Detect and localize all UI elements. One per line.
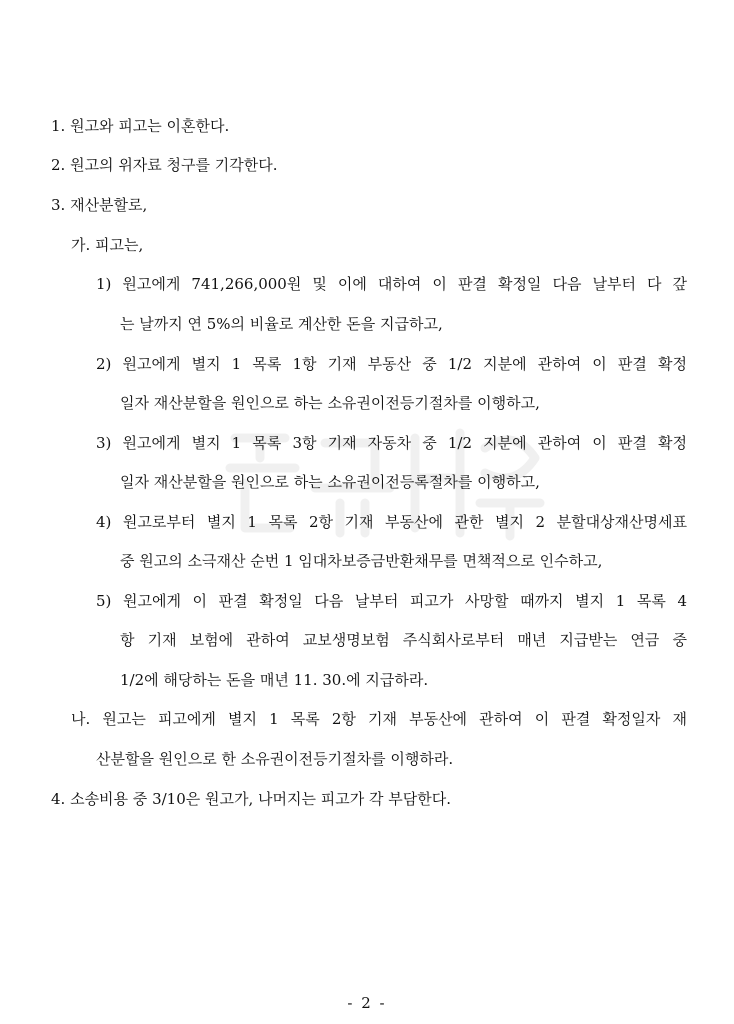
- page-number: - 2 -: [347, 994, 387, 1012]
- item-3-ga-5-line-3: 1/2에 해당하는 돈을 매년 11. 30.에 지급하라.: [120, 671, 429, 689]
- item-3-ga-5-line-2: 항 기재 보험에 관하여 교보생명보험 주식회사로부터 매년 지급받는 연금 중: [120, 631, 687, 649]
- item-3-na-line-1: 나. 원고는 피고에게 별지 1 목록 2항 기재 부동산에 관하여 이 판결 확정일자 재: [71, 710, 687, 728]
- item-2: 2. 원고의 위자료 청구를 기각한다.: [51, 156, 278, 174]
- item-1: 1. 원고와 피고는 이혼한다.: [51, 117, 230, 135]
- item-3-ga-1-line-1: 1) 원고에게 741,266,000원 및 이에 대하여 이 판결 확정일 다음 날부터 다 갚: [96, 275, 687, 293]
- item-3-ga-5-line-1: 5) 원고에게 이 판결 확정일 다음 날부터 피고가 사망할 때까지 별지 1 목록 4: [96, 592, 687, 610]
- item-3-ga-2-line-1: 2) 원고에게 별지 1 목록 1항 기재 부동산 중 1/2 지분에 관하여 이 판결 확정: [96, 355, 687, 373]
- item-3-ga-1-line-2: 는 날까지 연 5%의 비율로 계산한 돈을 지급하고,: [120, 315, 443, 333]
- item-3-ga: 가. 피고는,: [71, 236, 144, 254]
- item-3-ga-2-line-2: 일자 재산분할을 원인으로 하는 소유권이전등기절차를 이행하고,: [120, 394, 540, 412]
- item-3-ga-3-line-2: 일자 재산분할을 원인으로 하는 소유권이전등록절차를 이행하고,: [120, 473, 540, 491]
- item-3-ga-3-line-1: 3) 원고에게 별지 1 목록 3항 기재 자동차 중 1/2 지분에 관하여 이 판결 확정: [96, 434, 687, 452]
- item-3: 3. 재산분할로,: [51, 196, 148, 214]
- item-3-ga-4-line-1: 4) 원고로부터 별지 1 목록 2항 기재 부동산에 관한 별지 2 분할대상재산명세표: [96, 513, 687, 531]
- item-4: 4. 소송비용 중 3/10은 원고가, 나머지는 피고가 각 부담한다.: [51, 790, 451, 808]
- item-3-na-line-2: 산분할을 원인으로 한 소유권이전등기절차를 이행하라.: [96, 750, 454, 768]
- item-3-ga-4-line-2: 중 원고의 소극재산 순번 1 임대차보증금반환채무를 면책적으로 인수하고,: [120, 552, 603, 570]
